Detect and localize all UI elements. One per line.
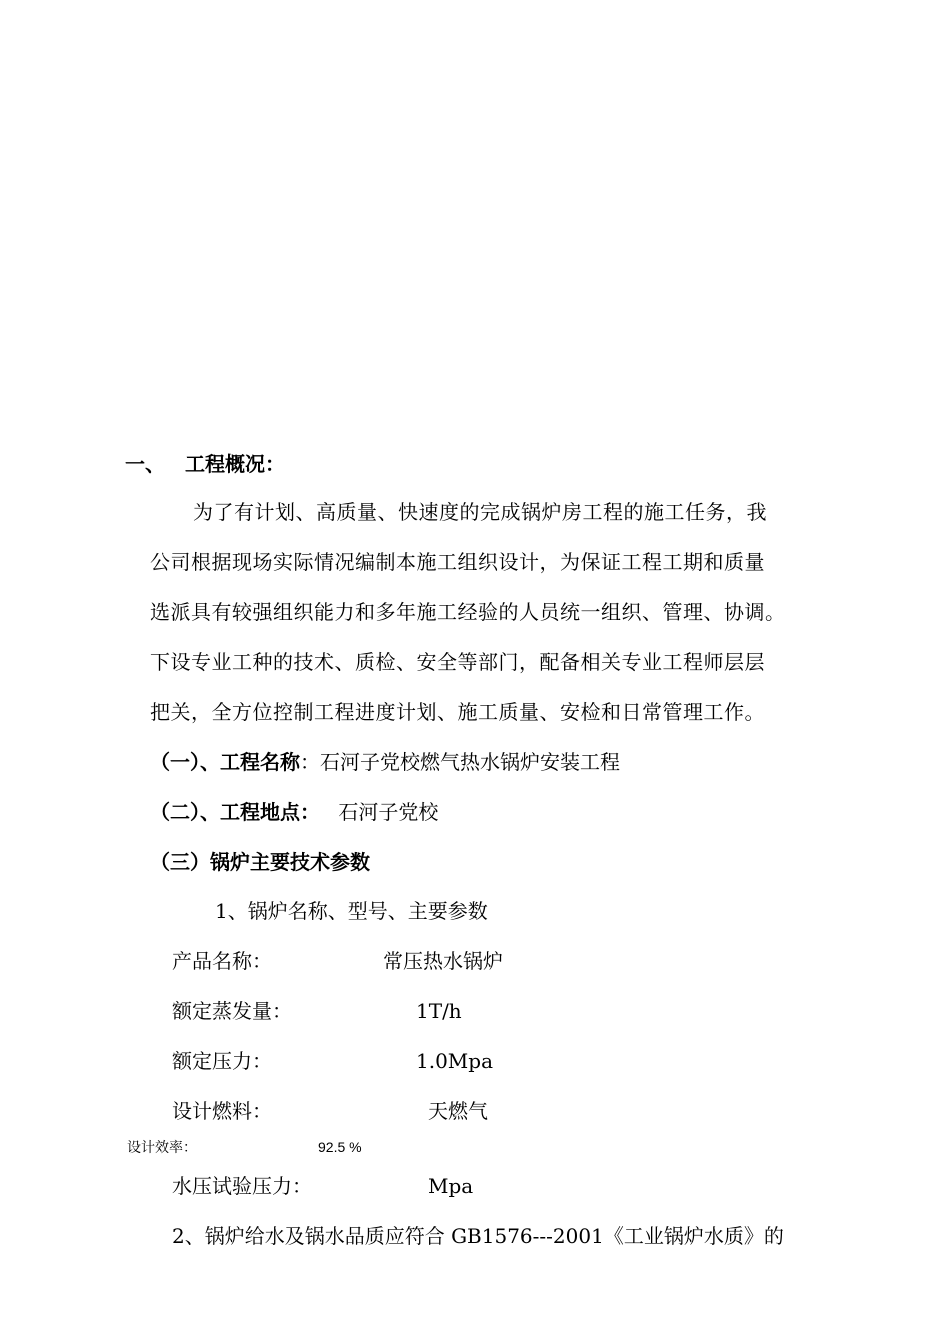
spec-value: 常压热水锅炉	[383, 949, 503, 973]
test-pressure-value: Mpa	[428, 1174, 474, 1198]
project-site-row	[150, 800, 438, 824]
spec-value: 天燃气	[428, 1099, 488, 1123]
project-site-value: 石河子党校	[338, 800, 439, 824]
test-pressure-label: 水压试验压力：	[172, 1174, 312, 1198]
spec-label: 额定压力：	[172, 1049, 272, 1073]
spec-value: 1.0Mpa	[416, 1049, 494, 1073]
project-name-value: ：石河子党校燃气热水锅炉安装工程	[300, 750, 620, 774]
spec-value: 1T/h	[416, 999, 462, 1023]
paragraph-line: 公司根据现场实际情况编制本施工组织设计，为保证工程工期和质量	[150, 550, 765, 574]
efficiency-label: 设计效率：	[127, 1139, 197, 1155]
project-name-row	[150, 750, 620, 774]
section-number: 一、	[125, 452, 165, 476]
spec-label: 额定蒸发量：	[172, 999, 292, 1023]
efficiency-value: 92.5 %	[318, 1139, 362, 1155]
paragraph-line: 下设专业工种的技术、质检、安全等部门，配备相关专业工程师层层	[150, 650, 765, 674]
spec-label: 产品名称：	[172, 949, 272, 973]
section-heading	[125, 452, 285, 476]
boiler-subheading: 1、锅炉名称、型号、主要参数	[215, 899, 488, 923]
paragraph-line: 把关，全方位控制工程进度计划、施工质量、安检和日常管理工作。	[150, 700, 765, 724]
paragraph-line: 为了有计划、高质量、快速度的完成锅炉房工程的施工任务，我	[193, 500, 767, 524]
project-site-label: （二）、工程地点：	[150, 800, 320, 824]
paragraph-line: 选派具有较强组织能力和多年施工经验的人员统一组织、管理、协调。	[150, 600, 786, 624]
section-title: 工程概况：	[185, 452, 285, 476]
project-name-label: （一）、工程名称	[150, 750, 300, 774]
boiler-params-heading: （三）锅炉主要技术参数	[150, 850, 370, 874]
boiler-water-quality-line: 2、锅炉给水及锅水品质应符合 GB1576---2001《工业锅炉水质》的	[172, 1224, 784, 1248]
spec-label: 设计燃料：	[172, 1099, 272, 1123]
